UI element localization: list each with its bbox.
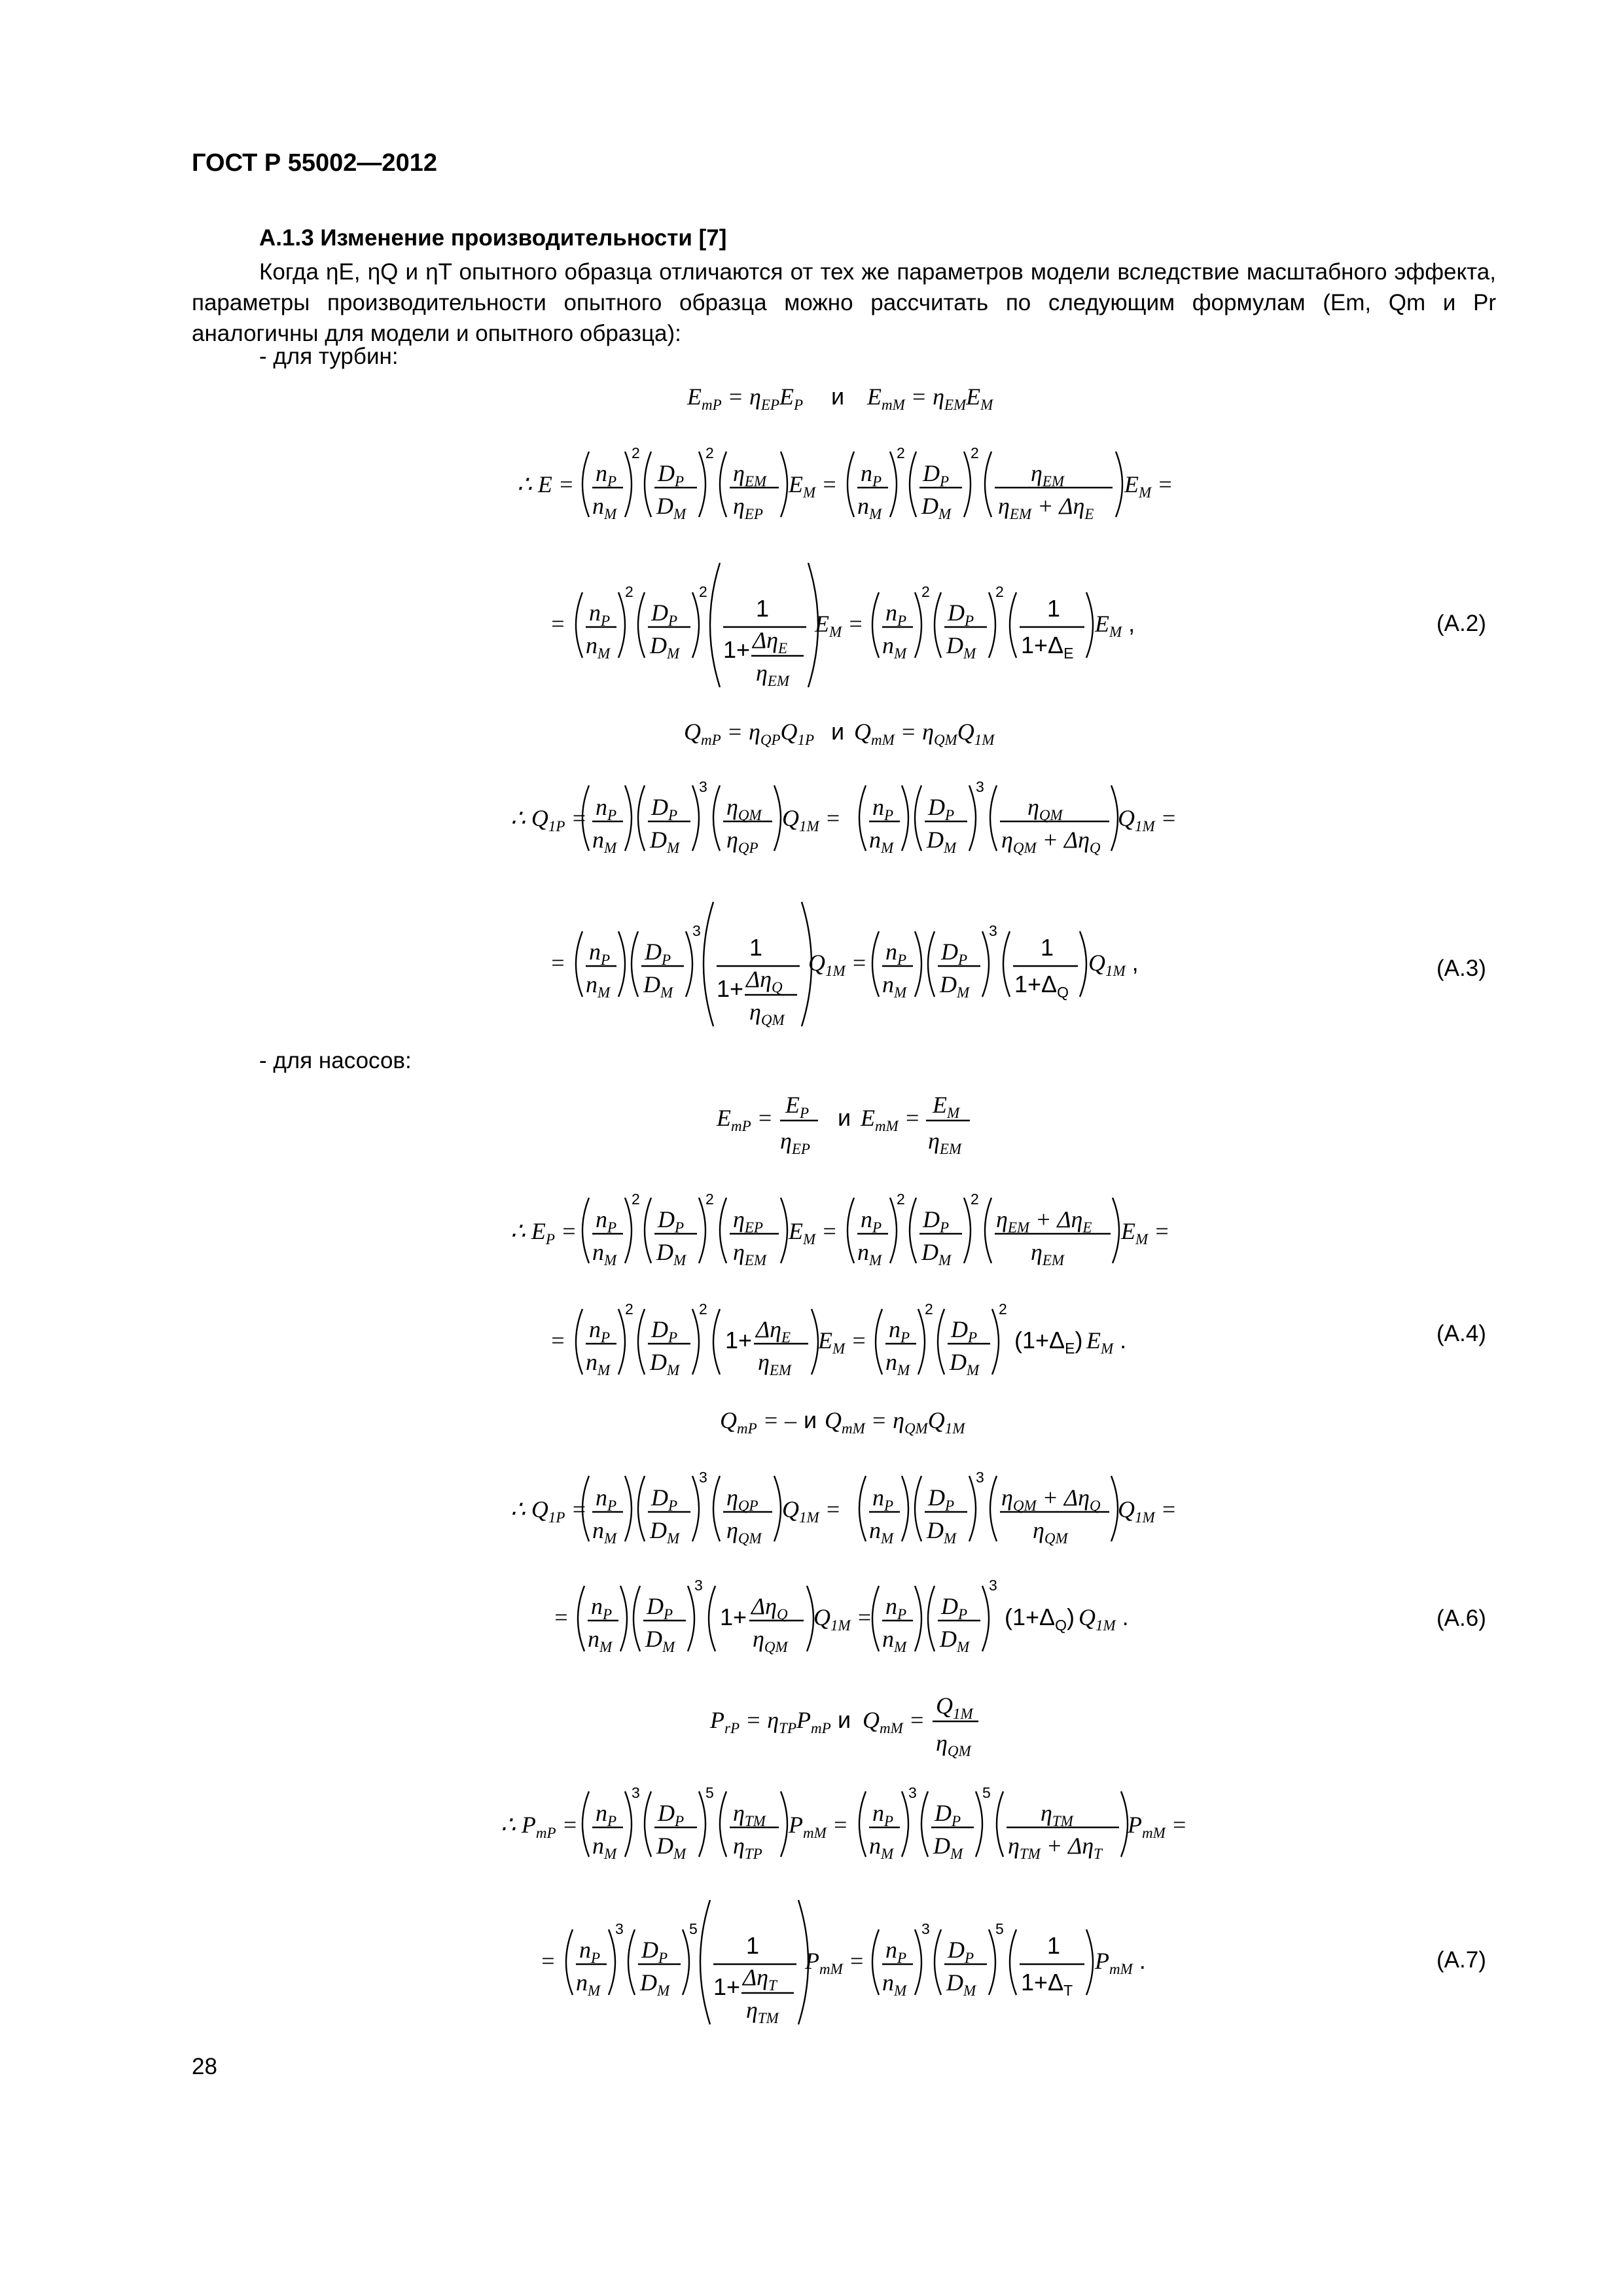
svg-text:PmM =: $P_{mM}$ = [805, 1948, 865, 1977]
svg-text:nM: $n_M$ [592, 493, 617, 522]
svg-text:PmM .: $P_{mM}$ . [1095, 1947, 1146, 1977]
svg-text:5: 5 [689, 1920, 698, 1937]
svg-text:3: 3 [908, 1784, 917, 1801]
svg-text:ΔηE: $\Delta\eta_E$ [756, 1316, 791, 1346]
svg-text:DM: $D_M$ [650, 1349, 680, 1378]
svg-text:Q1M: $Q_{1M}$ [936, 1693, 973, 1722]
document-header: ГОСТ Р 55002—2012 [192, 149, 437, 177]
svg-text:nM: $n_M$ [592, 827, 617, 856]
svg-text:EmP = ηEPEP: $E_{mP} = \eta_{EP}E_P$ [687, 384, 803, 413]
svg-text:nP: $n_P$ [861, 1206, 882, 1236]
svg-text:DM: $D_M$ [946, 632, 976, 662]
svg-text:QmM =: $Q_{mM}$ = [863, 1707, 925, 1736]
svg-text:nM: $n_M$ [586, 1349, 611, 1378]
svg-text:nP: $n_P$ [596, 794, 617, 823]
svg-text:EmP =: $E_{mP}$ = [717, 1105, 773, 1134]
svg-text:EM ,: $E_M$ , [1095, 610, 1135, 640]
svg-text:ηQM: $\eta_{QM}$ [726, 794, 762, 823]
svg-text:PrP = ηTPPmP: $P_{rP} = \eta_{TP}P_{mP}$ [710, 1707, 831, 1736]
svg-text:nM: $n_M$ [592, 1517, 617, 1547]
svg-text:=: = [550, 611, 566, 637]
svg-text:2: 2 [971, 1191, 979, 1208]
svg-text:1: 1 [1047, 595, 1061, 622]
svg-text:ηEM: $\eta_{EM}$ [758, 1349, 792, 1378]
svg-text:DM: $D_M$ [946, 1969, 976, 1999]
svg-text:EM .: $E_M$ . [1086, 1327, 1127, 1357]
svg-text:2: 2 [971, 444, 979, 461]
svg-text:nM: $n_M$ [882, 632, 907, 662]
svg-text:3: 3 [976, 1469, 984, 1486]
svg-text:2: 2 [921, 583, 930, 600]
svg-text:и: и [831, 718, 845, 745]
formula-turbine-discharge-result [550, 902, 1139, 1028]
svg-text:3: 3 [615, 1920, 624, 1937]
svg-text:nP: $n_P$ [872, 794, 894, 823]
svg-text:ηTP: $\eta_{TP}$ [733, 1833, 762, 1862]
svg-text:DP: $D_P$ [928, 1484, 955, 1514]
svg-text:2: 2 [705, 1191, 714, 1208]
svg-text:nP: $n_P$ [589, 1316, 611, 1346]
formula-pump-power-ratio [501, 1784, 1187, 1862]
svg-text:Q1M =: $Q_{1M}$ = [1118, 1496, 1177, 1526]
svg-text:3: 3 [694, 1577, 703, 1594]
svg-text:DP: $D_P$ [941, 1593, 968, 1623]
svg-text:3: 3 [692, 922, 701, 939]
svg-text:DP: $D_P$ [645, 939, 671, 968]
svg-text:nM: $n_M$ [592, 1239, 617, 1268]
formula-turbine-energy-result [550, 563, 1135, 689]
svg-text:и: и [831, 383, 845, 410]
section-title: А.1.3 Изменение производительности [7] [259, 225, 727, 251]
svg-text:nM: $n_M$ [588, 1626, 613, 1655]
svg-text:nM: $n_M$ [586, 971, 611, 1001]
intro-paragraph: Когда ηE, ηQ и ηT опытного образца отличаются от тех же параметров модели вследствие масштабного эффекта, параметры производительности опытного образца можно рассчитать по следующим формулам (Em, Qm и Pr аналогичны для модели и опытного образца): [192, 259, 1496, 346]
svg-text:2: 2 [999, 1300, 1007, 1318]
svg-text:Q1M =: $Q_{1M}$ = [813, 1604, 872, 1634]
formula-pump-power-result [540, 1900, 1146, 2026]
svg-text:DP: $D_P$ [923, 460, 950, 490]
formula-pump-discharge-ratio [510, 1469, 1177, 1547]
formula-turbine-energy-definition [687, 383, 994, 413]
svg-text:DP: $D_P$ [923, 1206, 950, 1236]
svg-text:ηQP: $\eta_{QP}$ [726, 827, 758, 856]
svg-text:EM =: $E_M$ = [1124, 471, 1173, 501]
svg-text:Q1M =: $Q_{1M}$ = [782, 805, 841, 834]
svg-text:PmM =: $P_{mM}$ = [1128, 1812, 1188, 1841]
svg-text:DP: $D_P$ [651, 1316, 678, 1346]
equation-number-a7: (А.7) [1436, 1947, 1486, 1973]
svg-text:1+: 1+ [713, 1973, 741, 2000]
svg-text:1+: 1+ [725, 1327, 753, 1354]
svg-text:2: 2 [705, 444, 714, 461]
svg-text:DM: $D_M$ [927, 827, 957, 856]
svg-text:nP: $n_P$ [589, 939, 611, 968]
svg-text:5: 5 [982, 1784, 991, 1801]
svg-text:DM: $D_M$ [940, 1626, 970, 1655]
svg-text:∴ PmP =: ∴ $P_{mP}$ = [501, 1812, 578, 1841]
svg-text:1: 1 [1047, 1932, 1061, 1959]
svg-text:ηQM + ΔηQ: $\eta_{QM} + \Delta\eta_Q$ [1001, 827, 1101, 856]
svg-text:3: 3 [989, 922, 997, 939]
svg-text:ΔηQ: $\Delta\eta_Q$ [746, 966, 783, 996]
svg-text:ηQM + ΔηQ: $\eta_{QM} + \Delta\eta_Q$ [1001, 1484, 1101, 1514]
svg-text:EmM =: $E_{mM}$ = [861, 1105, 921, 1134]
svg-text:ηEM: $\eta_{EM}$ [928, 1128, 962, 1157]
svg-text:1: 1 [756, 595, 770, 622]
svg-text:ηQP: $\eta_{QP}$ [726, 1484, 758, 1514]
svg-text:nM: $n_M$ [869, 1833, 894, 1862]
svg-text:EP: $E_P$ [785, 1092, 810, 1121]
svg-text:EM =: $E_M$ = [789, 1218, 838, 1247]
formula-pump-discharge-result [553, 1577, 1129, 1655]
svg-text:ηEM: $\eta_{EM}$ [1031, 460, 1065, 490]
svg-text:DM: $D_M$ [650, 1517, 680, 1547]
svg-text:nM: $n_M$ [592, 1833, 617, 1862]
svg-text:ηEP: $\eta_{EP}$ [733, 1206, 763, 1236]
svg-text:3: 3 [699, 1469, 707, 1486]
formula-turbine-discharge-definition [684, 718, 995, 748]
svg-text:Q1M =: $Q_{1M}$ = [808, 950, 867, 979]
formula-pump-energy-result [550, 1300, 1126, 1378]
svg-text:и: и [838, 1706, 851, 1733]
svg-text:ηQM: $\eta_{QM}$ [753, 1626, 788, 1655]
svg-text:DP: $D_P$ [658, 460, 685, 490]
svg-text:=: = [550, 1327, 566, 1354]
svg-text:ηEM: $\eta_{EM}$ [756, 660, 790, 689]
turbines-label: - для турбин: [259, 344, 399, 369]
svg-text:1+ΔE: $1+\Delta_E$ [1021, 632, 1074, 662]
svg-text:DP: $D_P$ [658, 1800, 685, 1829]
svg-text:nP: $n_P$ [596, 1484, 617, 1514]
svg-text:DP: $D_P$ [948, 600, 974, 629]
svg-text:ΔηQ: $\Delta\eta_Q$ [751, 1593, 788, 1623]
svg-text:nM: $n_M$ [882, 971, 907, 1001]
svg-text:nM: $n_M$ [885, 1349, 910, 1378]
svg-text:DM: $D_M$ [645, 1626, 675, 1655]
svg-text:EM =: $E_M$ = [1121, 1218, 1170, 1247]
svg-text:DM: $D_M$ [921, 493, 952, 522]
svg-text:Q1M ,: $Q_{1M}$ , [1088, 949, 1139, 979]
svg-text:3: 3 [699, 778, 707, 795]
svg-text:ηEP: $\eta_{EP}$ [780, 1128, 810, 1157]
svg-text:nP: $n_P$ [889, 1316, 910, 1346]
svg-text:1+: 1+ [723, 636, 751, 663]
svg-text:nP: $n_P$ [885, 1593, 907, 1623]
formula-turbine-discharge-ratio [510, 778, 1177, 856]
svg-text:ηQM: $\eta_{QM}$ [749, 999, 785, 1028]
svg-text:3: 3 [921, 1920, 930, 1937]
svg-text:1+ΔT: $1+\Delta_T$ [1021, 1969, 1073, 1999]
svg-text:DM: $D_M$ [927, 1517, 957, 1547]
svg-text:nP: $n_P$ [596, 460, 617, 490]
svg-text:2: 2 [632, 1191, 640, 1208]
svg-text:QmM = ηQMQ1M: $Q_{mM} = \eta_{QM}Q_{1M}$ [825, 1407, 965, 1437]
svg-text:1+ΔQ: $1+\Delta_Q$ [1014, 971, 1069, 1001]
svg-text:DM: $D_M$ [933, 1833, 963, 1862]
svg-text:ΔηT: $\Delta\eta_T$ [743, 1964, 777, 1994]
svg-text:DM: $D_M$ [940, 971, 970, 1001]
svg-text:nM: $n_M$ [586, 632, 611, 662]
svg-text:DM: $D_M$ [650, 827, 680, 856]
svg-text:ηEM + ΔηE: $\eta_{EM} + \Delta\eta_E$ [998, 493, 1094, 522]
svg-text:EM =: $E_M$ = [789, 471, 838, 501]
formula-pump-power-definition [709, 1693, 978, 1759]
svg-text:nP: $n_P$ [591, 1593, 613, 1623]
svg-text:nP: $n_P$ [885, 939, 907, 968]
svg-text:2: 2 [632, 444, 640, 461]
svg-text:ηEM: $\eta_{EM}$ [733, 460, 767, 490]
svg-text:DM: $D_M$ [921, 1239, 952, 1268]
svg-text:nM: $n_M$ [869, 1517, 894, 1547]
formula-turbine-energy-ratio [517, 444, 1173, 522]
svg-text:DP: $D_P$ [935, 1800, 961, 1829]
svg-text:nP: $n_P$ [885, 600, 907, 629]
svg-text:2: 2 [897, 444, 905, 461]
svg-text:2: 2 [925, 1300, 933, 1318]
svg-text:5: 5 [705, 1784, 714, 1801]
svg-text:и: и [804, 1407, 817, 1433]
svg-text:QmP = –: $Q_{mP}$ = – [720, 1407, 796, 1437]
svg-text:5: 5 [995, 1920, 1004, 1937]
svg-text:ηEM: $\eta_{EM}$ [1031, 1239, 1065, 1268]
svg-text:и: и [838, 1104, 851, 1131]
svg-text:QmM = ηQMQ1M: $Q_{mM} = \eta_{QM}Q_{1M}$ [854, 719, 995, 748]
svg-text:2: 2 [699, 583, 707, 600]
svg-text:Q1M =: $Q_{1M}$ = [782, 1496, 841, 1526]
svg-text:2: 2 [897, 1191, 905, 1208]
svg-text:DM: $D_M$ [643, 971, 673, 1001]
svg-text:DP: $D_P$ [658, 1206, 685, 1236]
formula-pump-energy-definition [716, 1092, 970, 1157]
equation-number-a3: (А.3) [1436, 956, 1486, 981]
svg-text:DM: $D_M$ [640, 1969, 670, 1999]
svg-text:nM: $n_M$ [576, 1969, 601, 1999]
svg-text:1: 1 [1041, 934, 1054, 961]
svg-text:DP: $D_P$ [641, 1937, 668, 1966]
svg-text:ηTM: $\eta_{TM}$ [1041, 1800, 1073, 1829]
equation-number-a6: (А.6) [1436, 1605, 1486, 1631]
svg-text:ηTM: $\eta_{TM}$ [733, 1800, 766, 1829]
svg-text:∴ E =: ∴ E = [517, 471, 575, 497]
svg-text:nP: $n_P$ [861, 460, 882, 490]
svg-text:∴ Q1P =: ∴ $Q_{1P}$ = [510, 805, 587, 834]
svg-text:1: 1 [749, 934, 763, 961]
svg-text:DM: $D_M$ [656, 1239, 687, 1268]
svg-text:=: = [550, 950, 566, 976]
svg-text:nP: $n_P$ [885, 1937, 907, 1966]
svg-text:QmP = ηQPQ1P: $Q_{mP} = \eta_{QP}Q_{1P}$ [684, 719, 815, 748]
svg-text:=: = [553, 1604, 569, 1630]
svg-text:DP: $D_P$ [941, 939, 968, 968]
svg-text:nP: $n_P$ [596, 1206, 617, 1236]
page-number: 28 [192, 2054, 217, 2079]
svg-text:DP: $D_P$ [651, 794, 678, 823]
svg-text:PmM =: $P_{mM}$ = [789, 1812, 849, 1841]
equation-number-a2: (А.2) [1436, 611, 1486, 636]
svg-text:nM: $n_M$ [882, 1969, 907, 1999]
svg-text:ηQM: $\eta_{QM}$ [726, 1517, 762, 1547]
svg-text:EmM = ηEMEM: $E_{mM} = \eta_{EM}E_M$ [867, 384, 993, 413]
svg-text:EM =: $E_M$ = [815, 611, 864, 640]
svg-text:ηQM: $\eta_{QM}$ [936, 1730, 971, 1759]
svg-text:EM: $E_M$ [933, 1092, 960, 1121]
svg-text:ηTM: $\eta_{TM}$ [746, 1997, 779, 2026]
svg-text:DP: $D_P$ [651, 600, 678, 629]
svg-text:DM: $D_M$ [656, 1833, 687, 1862]
svg-text:2: 2 [625, 583, 633, 600]
svg-text:DP: $D_P$ [948, 1937, 974, 1966]
svg-text:(1+ΔQ): $(1+\Delta_Q)$ [1005, 1604, 1075, 1634]
svg-text:DP: $D_P$ [647, 1593, 673, 1623]
svg-text:ΔηE: $\Delta\eta_E$ [753, 627, 788, 656]
svg-text:nP: $n_P$ [589, 600, 611, 629]
svg-text:nM: $n_M$ [857, 1239, 882, 1268]
formula-pump-energy-ratio [510, 1191, 1169, 1268]
svg-text:ηTM + ΔηT: $\eta_{TM} + \Delta\eta_T$ [1008, 1833, 1102, 1862]
svg-text:3: 3 [632, 1784, 640, 1801]
svg-text:ηQM: $\eta_{QM}$ [1027, 794, 1063, 823]
svg-text:=: = [540, 1948, 556, 1974]
svg-text:1+: 1+ [717, 975, 744, 1002]
svg-text:nP: $n_P$ [872, 1484, 894, 1514]
svg-text:nM: $n_M$ [869, 827, 894, 856]
svg-text:2: 2 [995, 583, 1004, 600]
svg-text:DM: $D_M$ [950, 1349, 980, 1378]
svg-text:nP: $n_P$ [596, 1800, 617, 1829]
svg-text:2: 2 [625, 1300, 633, 1318]
svg-text:3: 3 [989, 1577, 997, 1594]
svg-text:nP: $n_P$ [872, 1800, 894, 1829]
svg-text:ηEM + ΔηE: $\eta_{EM} + \Delta\eta_E$ [996, 1206, 1092, 1236]
svg-text:ηEP: $\eta_{EP}$ [733, 493, 763, 522]
svg-text:DM: $D_M$ [656, 493, 687, 522]
svg-text:nM: $n_M$ [882, 1626, 907, 1655]
svg-text:1+: 1+ [720, 1604, 747, 1630]
svg-text:DP: $D_P$ [928, 794, 955, 823]
equation-number-a4: (А.4) [1436, 1321, 1486, 1346]
pumps-label: - для насосов: [259, 1048, 412, 1073]
svg-text:ηQM: $\eta_{QM}$ [1033, 1517, 1068, 1547]
svg-text:DM: $D_M$ [650, 632, 680, 662]
formula-pump-discharge-definition [720, 1407, 966, 1437]
svg-text:EM =: $E_M$ = [818, 1327, 867, 1357]
svg-text:ηEM: $\eta_{EM}$ [733, 1239, 767, 1268]
svg-text:nP: $n_P$ [579, 1937, 601, 1966]
svg-text:∴ Q1P =: ∴ $Q_{1P}$ = [510, 1496, 587, 1526]
svg-text:∴ EP =: ∴ $E_P$ = [510, 1218, 577, 1247]
svg-text:DP: $D_P$ [651, 1484, 678, 1514]
svg-text:Q1M .: $Q_{1M}$ . [1079, 1604, 1129, 1634]
svg-text:1: 1 [746, 1932, 760, 1959]
svg-text:Q1M =: $Q_{1M}$ = [1118, 805, 1177, 834]
svg-text:nM: $n_M$ [857, 493, 882, 522]
svg-text:2: 2 [699, 1300, 707, 1318]
svg-text:(1+ΔE): $(1+\Delta_E)$ [1014, 1327, 1083, 1357]
svg-text:DP: $D_P$ [951, 1316, 978, 1346]
svg-text:3: 3 [976, 778, 984, 795]
